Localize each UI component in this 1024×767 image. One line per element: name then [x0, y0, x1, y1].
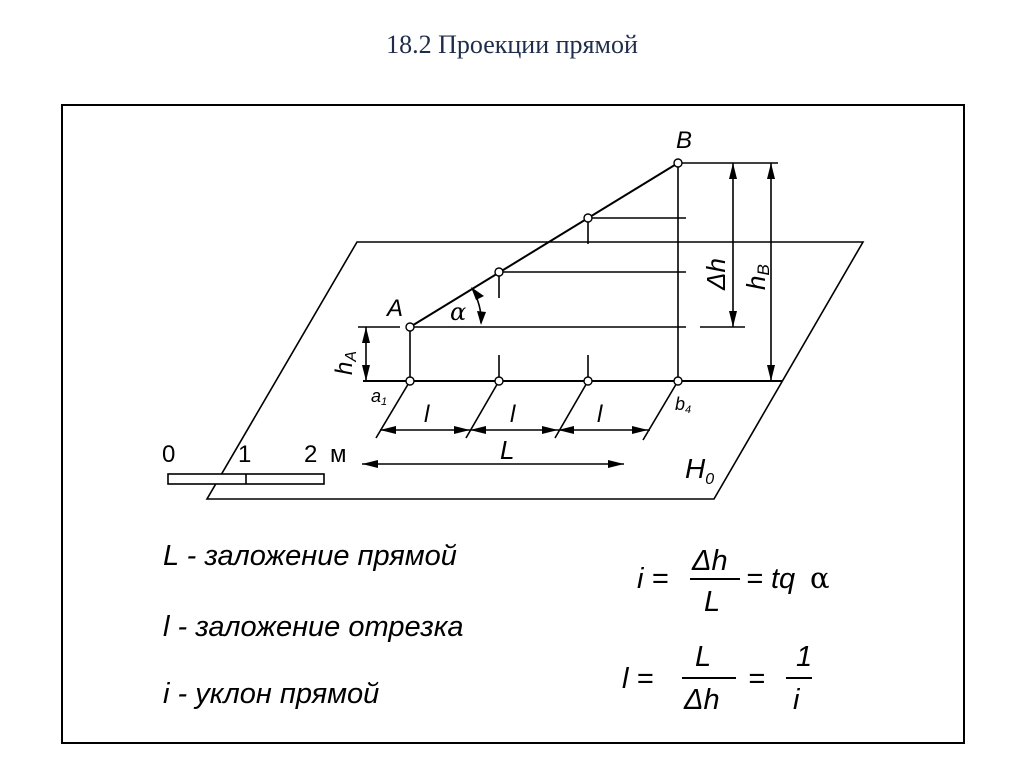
svg-text:L: L — [695, 641, 712, 673]
scale-bar — [162, 441, 347, 484]
label-l-1: l — [424, 401, 430, 428]
legend-line-3: i - уклон прямой — [163, 678, 380, 710]
svg-text:Δh: Δh — [684, 684, 720, 716]
label-l-2: l — [510, 401, 516, 428]
label-delta-h: Δh — [701, 258, 731, 290]
label-plane-h0: $H_0$ — [685, 453, 715, 488]
label-hA: hA — [331, 350, 360, 375]
ext-b1 — [643, 381, 678, 440]
scale-tick-1: 1 — [238, 441, 252, 468]
svg-text:α: α — [810, 561, 830, 595]
svg-text:i =: i = — [637, 563, 669, 595]
svg-text:=: = — [748, 663, 765, 695]
formula-slope — [637, 545, 830, 618]
label-A: A — [387, 295, 404, 322]
point-b — [674, 159, 682, 167]
svg-text:1: 1 — [796, 641, 813, 673]
scale-unit: м — [330, 441, 347, 468]
point-line-2 — [495, 268, 503, 276]
point-ground-2 — [495, 377, 503, 385]
point-a1 — [406, 377, 414, 385]
svg-text:i: i — [793, 684, 800, 716]
point-a — [406, 323, 414, 331]
label-B: B — [676, 127, 693, 154]
point-ground-3 — [584, 377, 592, 385]
legend-line-2: l - заложение отрезка — [163, 611, 464, 643]
legend-line-1: L - заложение прямой — [163, 540, 457, 572]
scale-tick-2: 2 — [304, 441, 318, 468]
formula-interval — [622, 641, 812, 716]
slide-title: 18.2 Проекции прямой — [386, 30, 638, 59]
point-b1 — [674, 377, 682, 385]
label-angle: α — [450, 298, 467, 326]
scale-tick-0: 0 — [162, 441, 176, 468]
label-hB: hB — [741, 264, 773, 290]
svg-text:l =: l = — [622, 663, 654, 695]
label-l-3: l — [597, 401, 603, 428]
label-b1: b4 — [675, 394, 692, 416]
label-L-total: L — [500, 435, 515, 465]
svg-text:Δh: Δh — [692, 545, 728, 577]
svg-text:= tq: = tq — [746, 563, 796, 595]
label-a1: a1 — [371, 386, 388, 408]
point-line-3 — [584, 214, 592, 222]
svg-text:L: L — [704, 586, 721, 618]
